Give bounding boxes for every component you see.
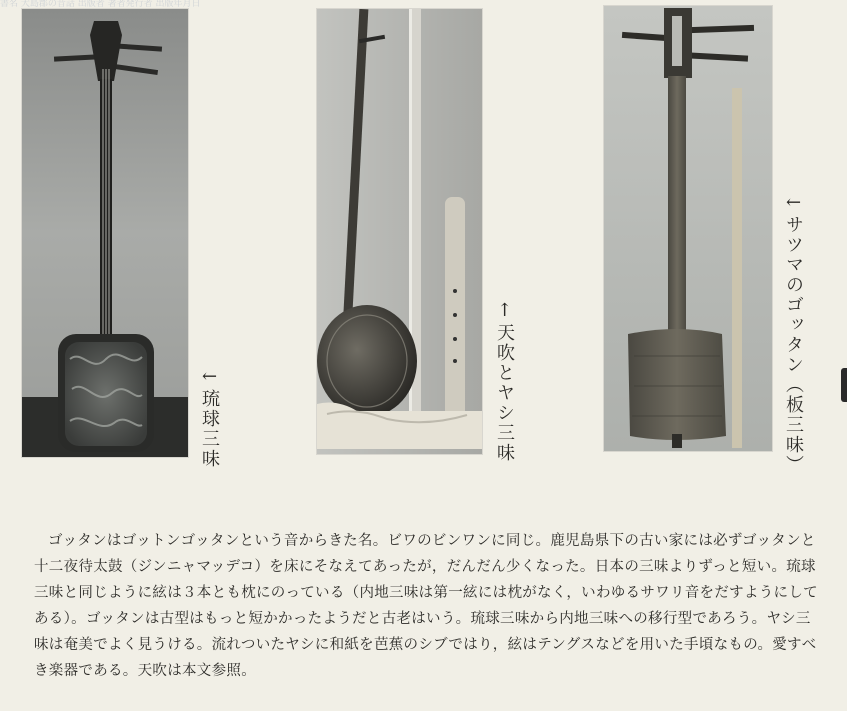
caption-tenbuki-yashi-sanshin: ↑天吹とヤシ三味 <box>494 300 515 463</box>
ryukyu-sanshin-image <box>22 9 188 457</box>
header-strip: 書名 大島郡の昔話 出版者 著者発行者 出版年月日 <box>0 0 201 9</box>
page-edge-mark <box>841 368 847 402</box>
satsuma-gottan-image <box>604 6 772 451</box>
photo-satsuma-gottan <box>603 5 773 452</box>
photo-tenbuki-yashi-sanshin <box>316 8 483 455</box>
caption-satsuma-gottan: ←サツマのゴッタン（板三味） <box>783 192 804 475</box>
body-paragraph: ゴッタンはゴットンゴッタンという音からきた名。ビワのビンワンに同じ。鹿児島県下の古い家には必ずゴッタンと十二夜待太鼓（ジンニャマッデコ）を床にそなえてあったが，だんだん少くなった。日本の三味よりずっと短い。琉球三味と同じように絃は３本とも枕にのっている（内地三味は第一絃には枕がなく，いわゆるサワリ音をだすようにしてある）。ゴッタンは古型はもっと短かかったようだと古老はいう。琉球三味から内地三味への移行型であろう。ヤシ三味は奄美でよく見うける。流れついたヤシに和紙を芭蕉のシブではり，絃はテングスなどを用いた手頃なもの。愛すべき楽器である。天吹は本文参照。 <box>34 533 818 679</box>
photo-ryukyu-sanshin <box>21 8 189 458</box>
tenbuki-yashi-image <box>317 9 482 454</box>
caption-ryukyu-sanshin: ←琉球三味 <box>199 366 220 469</box>
